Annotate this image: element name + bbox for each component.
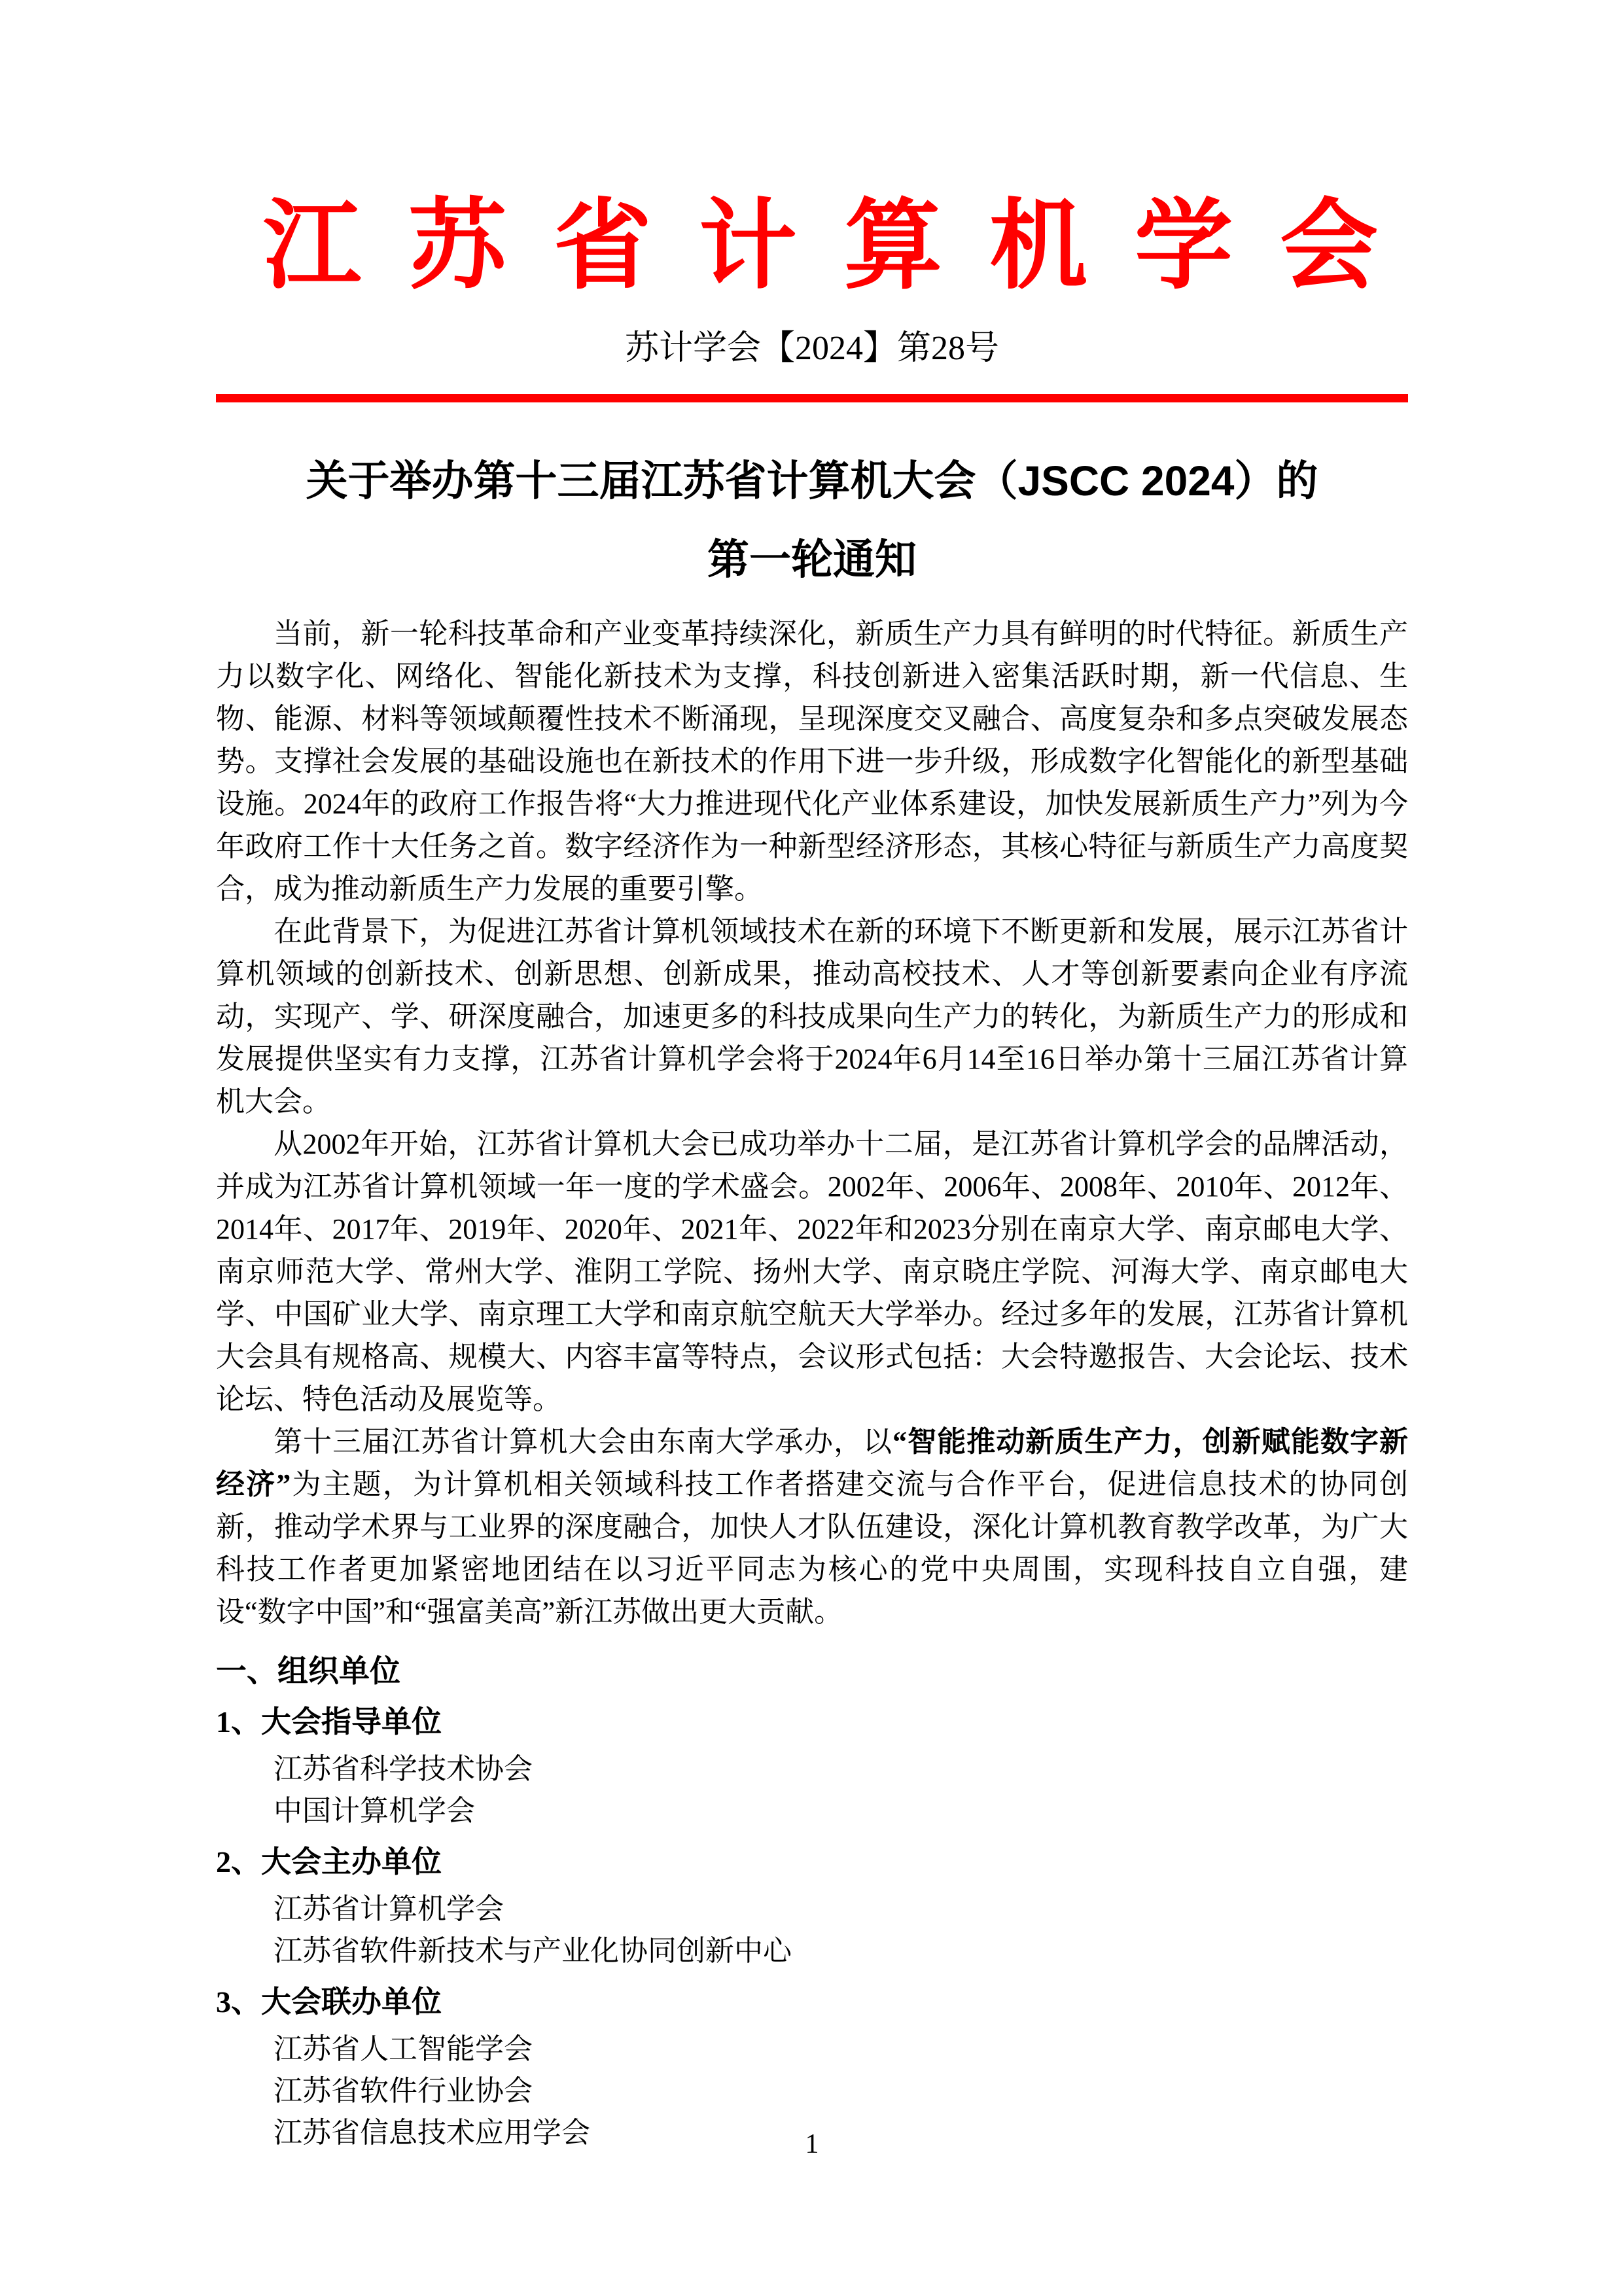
- body-paragraph: [216, 1123, 1408, 1421]
- title-segment: 的: [1276, 458, 1318, 504]
- paragraph-text: 为主题，为计算机相关领域科技工作者搭建交流与合作平台，促进信息技术的协同创新，推动学术界与工业界的深度融合，加快人才队伍建设，深化计算机教育教学改革，为广大科技工作者更加紧密地团结在以习近平同志为核心的党中央周围，实现科技自立自强，建设“数字中国”和“强富美高”新江苏做出更大贡献。: [216, 1468, 1409, 1628]
- body-paragraphs: [216, 612, 1408, 1633]
- title-segment: 关于举办第十三届江苏省计算机大会: [306, 458, 976, 504]
- title-line-1: [216, 442, 1408, 521]
- organization-list-item: 中国计算机学会: [274, 1795, 475, 1827]
- organization-list-item: 江苏省软件新技术与产业化协同创新中心: [274, 1935, 792, 1967]
- red-divider-rule: [216, 394, 1408, 402]
- organizer-subsections: [216, 1701, 1408, 2154]
- body-paragraph: [216, 1421, 1408, 1633]
- subsection-heading: 1、大会指导单位: [216, 1705, 442, 1739]
- paragraph-text: 从2002年开始，江苏省计算机大会已成功举办十二届，是江苏省计算机学会的品牌活动，并成为江苏省计算机领域一年一度的学术盛会。2002年、2006年、2008年、2010年、2012年、2014年、2017年、2019年、2020年、2021年、2022年和2023分别在南京大学、南京邮电大学、南京师范大学、常州大学、淮阴工学院、扬州大学、南京晓庄学院、河海大学、南京邮电大学、中国矿业大学、南京理工大学和南京航空航天大学举办。经过多年的发展，江苏省计算机大会具有规格高、规模大、内容丰富等特点，会议形式包括：大会特邀报告、大会论坛、技术论坛、特色活动及展览等。: [216, 1128, 1408, 1415]
- paragraph-text: 在此背景下，为促进江苏省计算机领域技术在新的环境下不断更新和发展，展示江苏省计算机领域的创新技术、创新思想、创新成果，推动高校技术、人才等创新要素向企业有序流动，实现产、学、研深度融合，加速更多的科技成果向生产力的转化，为新质生产力的形成和发展提供坚实有力支撑，江苏省计算机学会将于2024年6月14至16日举办第十三届江苏省计算机大会。: [216, 915, 1408, 1118]
- document-title: [216, 442, 1408, 599]
- body-paragraph: [216, 612, 1408, 910]
- title-segment: （JSCC 2024）: [976, 457, 1277, 504]
- paragraph-text: 第十三届江苏省计算机大会由东南大学承办，以: [274, 1426, 893, 1458]
- body-paragraph: [216, 910, 1408, 1123]
- section-heading-organizers: 一、组织单位: [216, 1653, 400, 1688]
- organization-list-item: 江苏省科学技术协会: [274, 1753, 533, 1785]
- page-content: [216, 0, 1426, 2154]
- subsection-heading: 2、大会主办单位: [216, 1845, 442, 1879]
- conference-theme-bold: “智能推动新质生产力，创新赋能数字新经济”: [216, 1426, 1409, 1500]
- doc-number: 苏计学会【2024】第28号: [624, 330, 999, 367]
- letterhead-org-name: 江苏省计算机学会: [263, 192, 1426, 301]
- paragraph-text: 当前，新一轮科技革命和产业变革持续深化，新质生产力具有鲜明的时代特征。新质生产力以数字化、网络化、智能化新技术为支撑，科技创新进入密集活跃时期，新一代信息、生物、能源、材料等领域颠覆性技术不断涌现，呈现深度交叉融合、高度复杂和多点突破发展态势。支撑社会发展的基础设施也在新技术的作用下进一步升级，形成数字化智能化的新型基础设施。2024年的政府工作报告将“大力推进现代化产业体系建设，加快发展新质生产力”列为今年政府工作十大任务之首。数字经济作为一种新型经济形态，其核心特征与新质生产力高度契合，成为推动新质生产力发展的重要引擎。: [216, 618, 1408, 905]
- title-line-2: 第一轮通知: [707, 537, 917, 583]
- organization-list-item: 江苏省软件行业协会: [274, 2075, 533, 2107]
- page-number: 1: [805, 2129, 819, 2159]
- organization-list-item: 江苏省信息技术应用学会: [274, 2117, 590, 2149]
- organization-list-item: 江苏省计算机学会: [274, 1893, 504, 1925]
- subsection-heading: 3、大会联办单位: [216, 1985, 442, 2019]
- organization-list-item: 江苏省人工智能学会: [274, 2033, 533, 2065]
